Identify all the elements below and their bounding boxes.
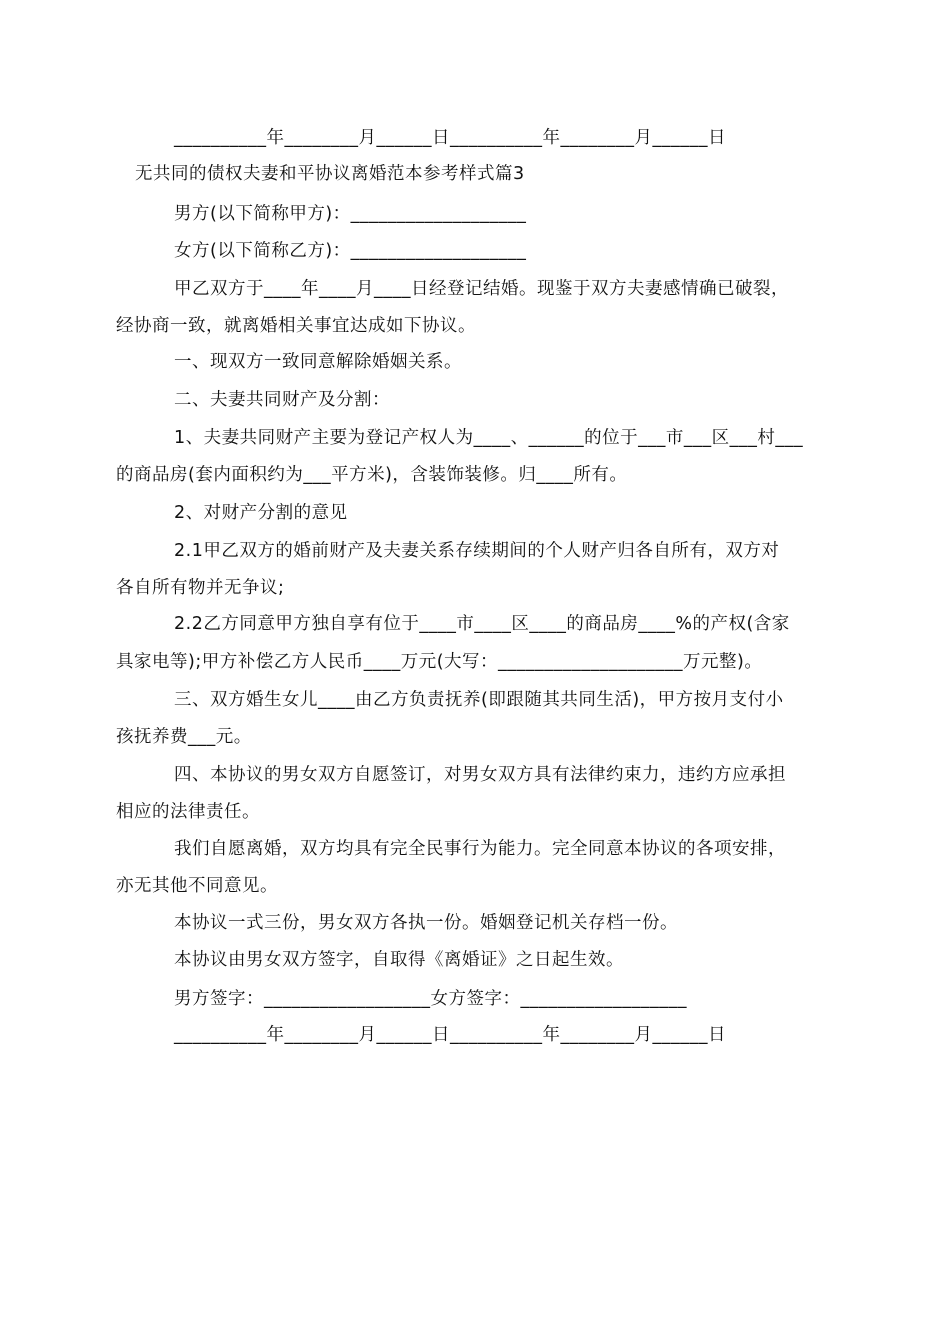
statement-line-2: 亦无其他不同意见。 — [116, 876, 278, 896]
clause-4-line-2: 相应的法律责任。 — [116, 802, 260, 822]
clause-2: 二、夫妻共同财产及分割： — [174, 390, 390, 410]
copies-clause: 本协议一式三份，男女双方各执一份。婚姻登记机关存档一份。 — [174, 913, 678, 933]
date-line-bottom: __________年________月______日__________年________月______日 — [174, 1025, 726, 1045]
clause-3-line-2: 孩抚养费___元。 — [116, 727, 252, 747]
statement-line-1: 我们自愿离婚，双方均具有完全民事行为能力。完全同意本协议的各项安排， — [174, 839, 786, 859]
clause-1: 一、现双方一致同意解除婚姻关系。 — [174, 352, 462, 372]
clause-2-2-1-line-1: 2.1甲乙双方的婚前财产及夫妻关系存续期间的个人财产归各自所有，双方对 — [174, 541, 780, 561]
intro-line-2: 经协商一致，就离婚相关事宜达成如下协议。 — [116, 316, 476, 336]
clause-3-line-1: 三、双方婚生女儿____由乙方负责抚养(即跟随其共同生活)，甲方按月支付小 — [174, 690, 784, 710]
clause-2-2: 2、对财产分割的意见 — [174, 503, 348, 523]
husband-label: 男方(以下简称甲方)：___________________ — [174, 204, 527, 224]
clause-2-1-line-1: 1、夫妻共同财产主要为登记产权人为____、______的位于___市___区___村___ — [174, 428, 804, 448]
clause-2-1-line-2: 的商品房(套内面积约为___平方米)，含装饰装修。归____所有。 — [116, 465, 628, 485]
clause-2-2-2-line-1: 2.2乙方同意甲方独自享有位于____市____区____的商品房____%的产权(含家 — [174, 614, 790, 634]
clause-2-2-1-line-2: 各自所有物并无争议; — [116, 578, 285, 598]
section-title: 无共同的债权夫妻和平协议离婚范本参考样式篇3 — [135, 164, 525, 184]
clause-4-line-1: 四、本协议的男女双方自愿签订，对男女双方具有法律约束力，违约方应承担 — [174, 765, 786, 785]
wife-label: 女方(以下简称乙方)：___________________ — [174, 241, 527, 261]
signature-line: 男方签字：__________________女方签字：__________________ — [174, 989, 687, 1009]
clause-2-2-2-line-2: 具家电等);甲方补偿乙方人民币____万元(大写：____________________万元整)。 — [116, 652, 763, 672]
effective-clause: 本协议由男女双方签字，自取得《离婚证》之日起生效。 — [174, 950, 624, 970]
intro-line-1: 甲乙双方于____年____月____日经登记结婚。现鉴于双方夫妻感情确已破裂， — [174, 279, 789, 299]
date-line-top: __________年________月______日__________年________月______日 — [174, 128, 726, 148]
